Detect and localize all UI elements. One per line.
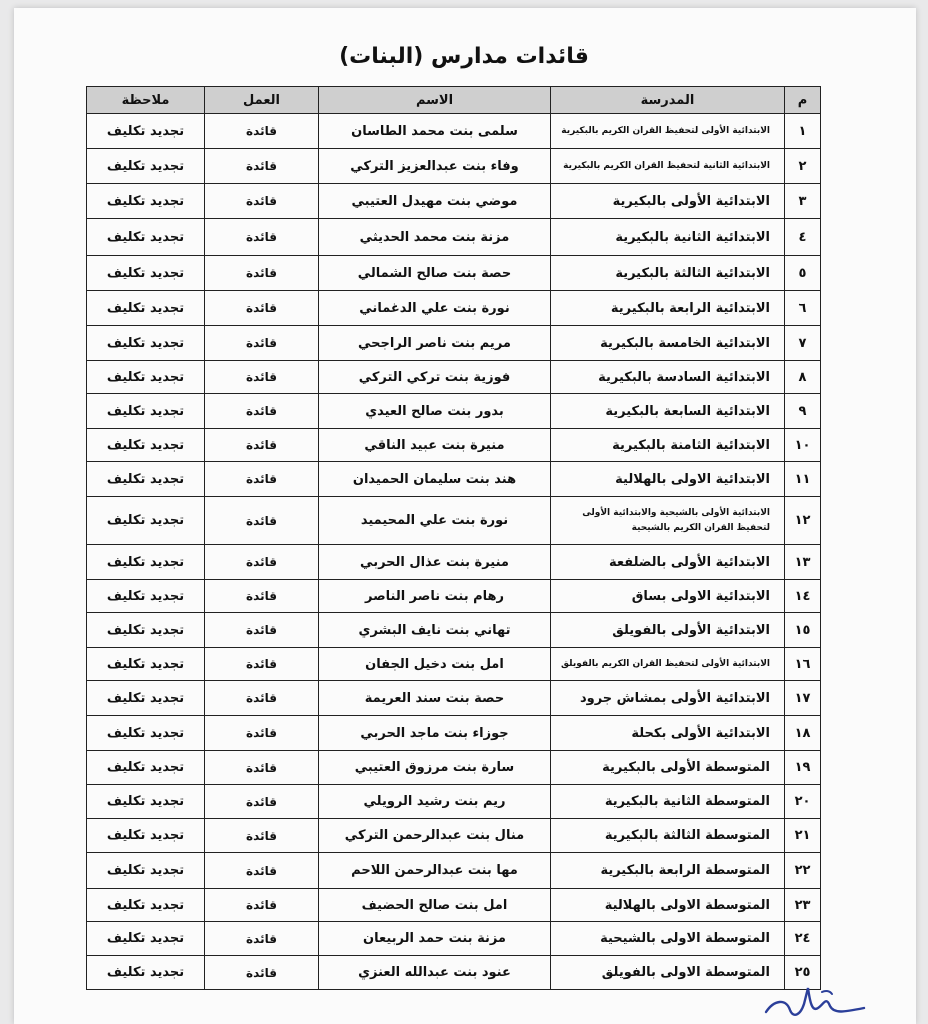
row-note: تجديد تكليف [87, 361, 205, 394]
row-role: قائدة [205, 716, 319, 751]
row-role: قائدة [205, 114, 319, 149]
row-role: قائدة [205, 462, 319, 497]
header-note: ملاحظة [87, 87, 205, 114]
row-name: عنود بنت عبدالله العنزي [319, 956, 551, 990]
table-row [87, 394, 821, 429]
row-number: ٩ [785, 394, 821, 429]
table-row [87, 956, 821, 990]
row-role: قائدة [205, 613, 319, 648]
row-name: منيرة بنت عبيد الناقي [319, 429, 551, 462]
signature-icon [760, 982, 870, 1022]
row-role: قائدة [205, 819, 319, 853]
row-name: جوزاء بنت ماجد الحربي [319, 716, 551, 751]
row-school: الابتدائية الأولى لتحفيظ القران الكريم بالفويلق [551, 648, 785, 681]
row-role: قائدة [205, 256, 319, 291]
row-number: ٢ [785, 149, 821, 184]
table-header-row [87, 87, 821, 114]
row-note: تجديد تكليف [87, 219, 205, 256]
row-role: قائدة [205, 785, 319, 819]
row-school: الابتدائية السابعة بالبكيرية [551, 394, 785, 429]
row-role: قائدة [205, 219, 319, 256]
row-name: مزنة بنت محمد الحديثي [319, 219, 551, 256]
header-name: الاسم [319, 87, 551, 114]
row-note: تجديد تكليف [87, 681, 205, 716]
row-note: تجديد تكليف [87, 256, 205, 291]
row-name: مريم بنت ناصر الراجحي [319, 326, 551, 361]
row-number: ١٢ [785, 497, 821, 545]
row-note: تجديد تكليف [87, 114, 205, 149]
row-role: قائدة [205, 429, 319, 462]
row-role: قائدة [205, 545, 319, 580]
row-number: ٣ [785, 184, 821, 219]
row-name: هند بنت سليمان الحميدان [319, 462, 551, 497]
row-number: ٥ [785, 256, 821, 291]
row-school: المتوسطة الثالثة بالبكيرية [551, 819, 785, 853]
row-note: تجديد تكليف [87, 751, 205, 785]
row-note: تجديد تكليف [87, 497, 205, 545]
table-row [87, 889, 821, 922]
row-note: تجديد تكليف [87, 853, 205, 889]
row-number: ٢٢ [785, 853, 821, 889]
row-note: تجديد تكليف [87, 326, 205, 361]
row-name: امل بنت صالح الحضيف [319, 889, 551, 922]
row-note: تجديد تكليف [87, 462, 205, 497]
row-name: حصة بنت صالح الشمالي [319, 256, 551, 291]
row-note: تجديد تكليف [87, 648, 205, 681]
row-note: تجديد تكليف [87, 956, 205, 990]
row-role: قائدة [205, 580, 319, 613]
row-school: الابتدائية الاولى بساق [551, 580, 785, 613]
row-number: ١٥ [785, 613, 821, 648]
row-note: تجديد تكليف [87, 613, 205, 648]
row-school: الابتدائية الأولى بكحلة [551, 716, 785, 751]
row-number: ٢٠ [785, 785, 821, 819]
table-row [87, 497, 821, 545]
row-role: قائدة [205, 291, 319, 326]
table-row [87, 681, 821, 716]
row-note: تجديد تكليف [87, 429, 205, 462]
row-school: المتوسطة الرابعة بالبكيرية [551, 853, 785, 889]
row-number: ٤ [785, 219, 821, 256]
row-role: قائدة [205, 184, 319, 219]
row-school: المتوسطة الاولى بالفويلق [551, 956, 785, 990]
row-name: تهاني بنت نايف البشري [319, 613, 551, 648]
row-name: نورة بنت علي المحيميد [319, 497, 551, 545]
table-row [87, 785, 821, 819]
row-note: تجديد تكليف [87, 545, 205, 580]
row-number: ١١ [785, 462, 821, 497]
row-school: الابتدائية الثامنة بالبكيرية [551, 429, 785, 462]
row-role: قائدة [205, 326, 319, 361]
row-note: تجديد تكليف [87, 785, 205, 819]
row-name: موضي بنت مهيدل العتيبي [319, 184, 551, 219]
row-name: بدور بنت صالح العيدي [319, 394, 551, 429]
table-row [87, 256, 821, 291]
row-school: الابتدائية الخامسة بالبكيرية [551, 326, 785, 361]
row-school: الابتدائية السادسة بالبكيرية [551, 361, 785, 394]
table-row [87, 462, 821, 497]
row-school: الابتدائية الاولى بالهلالية [551, 462, 785, 497]
row-school: الابتدائية الأولى لتحفيظ القران الكريم بالبكيرية [551, 114, 785, 149]
row-note: تجديد تكليف [87, 819, 205, 853]
table-row [87, 291, 821, 326]
table-row [87, 429, 821, 462]
table-row [87, 751, 821, 785]
row-school: الابتدائية الأولى بالفويلق [551, 613, 785, 648]
row-note: تجديد تكليف [87, 149, 205, 184]
row-number: ١٤ [785, 580, 821, 613]
row-school: الابتدائية الرابعة بالبكيرية [551, 291, 785, 326]
row-number: ١ [785, 114, 821, 149]
table-row [87, 716, 821, 751]
row-role: قائدة [205, 394, 319, 429]
table-row [87, 326, 821, 361]
row-name: منال بنت عبدالرحمن التركي [319, 819, 551, 853]
page-title: قائدات مدارس (البنات) [339, 44, 589, 69]
row-school: المتوسطة الاولى بالشيحية [551, 922, 785, 956]
row-role: قائدة [205, 889, 319, 922]
row-school: الابتدائية الثانية لتحفيظ القران الكريم بالبكيرية [551, 149, 785, 184]
row-name: ريم بنت رشيد الرويلي [319, 785, 551, 819]
row-role: قائدة [205, 648, 319, 681]
row-number: ١٦ [785, 648, 821, 681]
row-school: المتوسطة الأولى بالبكيرية [551, 751, 785, 785]
table-row [87, 184, 821, 219]
row-note: تجديد تكليف [87, 716, 205, 751]
row-note: تجديد تكليف [87, 184, 205, 219]
row-school: الابتدائية الأولى بالضلفعة [551, 545, 785, 580]
table-row [87, 580, 821, 613]
row-school: الابتدائية الثانية بالبكيرية [551, 219, 785, 256]
table-row [87, 219, 821, 256]
row-school: المتوسطة الاولى بالهلالية [551, 889, 785, 922]
row-note: تجديد تكليف [87, 394, 205, 429]
table-row [87, 648, 821, 681]
row-note: تجديد تكليف [87, 580, 205, 613]
row-name: امل بنت دخيل الجفان [319, 648, 551, 681]
row-name: وفاء بنت عبدالعزيز التركي [319, 149, 551, 184]
row-number: ١٧ [785, 681, 821, 716]
row-note: تجديد تكليف [87, 889, 205, 922]
table-row [87, 114, 821, 149]
row-name: نورة بنت علي الدغماني [319, 291, 551, 326]
table-row [87, 545, 821, 580]
row-role: قائدة [205, 956, 319, 990]
table-row [87, 853, 821, 889]
row-name: سلمى بنت محمد الطاسان [319, 114, 551, 149]
row-name: مها بنت عبدالرحمن اللاحم [319, 853, 551, 889]
row-name: سارة بنت مرزوق العتيبي [319, 751, 551, 785]
row-note: تجديد تكليف [87, 922, 205, 956]
row-number: ٢٤ [785, 922, 821, 956]
row-role: قائدة [205, 853, 319, 889]
header-school: المدرسة [551, 87, 785, 114]
row-role: قائدة [205, 149, 319, 184]
row-school: الابتدائية الأولى بالشيحية والابتدائية الأولى لتحفيظ القران الكريم بالشيحية [551, 497, 785, 545]
row-number: ٢١ [785, 819, 821, 853]
row-role: قائدة [205, 361, 319, 394]
row-number: ١٣ [785, 545, 821, 580]
row-name: منيرة بنت عذال الحربي [319, 545, 551, 580]
header-role: العمل [205, 87, 319, 114]
table-row [87, 149, 821, 184]
table-row [87, 361, 821, 394]
row-number: ٨ [785, 361, 821, 394]
row-role: قائدة [205, 497, 319, 545]
row-number: ٢٥ [785, 956, 821, 990]
row-school: المتوسطة الثانية بالبكيرية [551, 785, 785, 819]
row-school: الابتدائية الأولى بالبكيرية [551, 184, 785, 219]
row-role: قائدة [205, 922, 319, 956]
row-number: ٦ [785, 291, 821, 326]
header-number: م [785, 87, 821, 114]
row-name: مزنة بنت حمد الربيعان [319, 922, 551, 956]
row-role: قائدة [205, 681, 319, 716]
row-number: ٢٣ [785, 889, 821, 922]
table-body [87, 114, 821, 990]
principals-table [86, 86, 821, 990]
table-row [87, 819, 821, 853]
table-row [87, 613, 821, 648]
row-name: رهام بنت ناصر الناصر [319, 580, 551, 613]
row-number: ١٩ [785, 751, 821, 785]
row-school: الابتدائية الأولى بمشاش جرود [551, 681, 785, 716]
row-number: ٧ [785, 326, 821, 361]
row-note: تجديد تكليف [87, 291, 205, 326]
row-name: فوزية بنت تركي التركي [319, 361, 551, 394]
row-name: حصة بنت سند العريمة [319, 681, 551, 716]
row-school: الابتدائية الثالثة بالبكيرية [551, 256, 785, 291]
row-number: ١٨ [785, 716, 821, 751]
row-role: قائدة [205, 751, 319, 785]
table-row [87, 922, 821, 956]
row-number: ١٠ [785, 429, 821, 462]
